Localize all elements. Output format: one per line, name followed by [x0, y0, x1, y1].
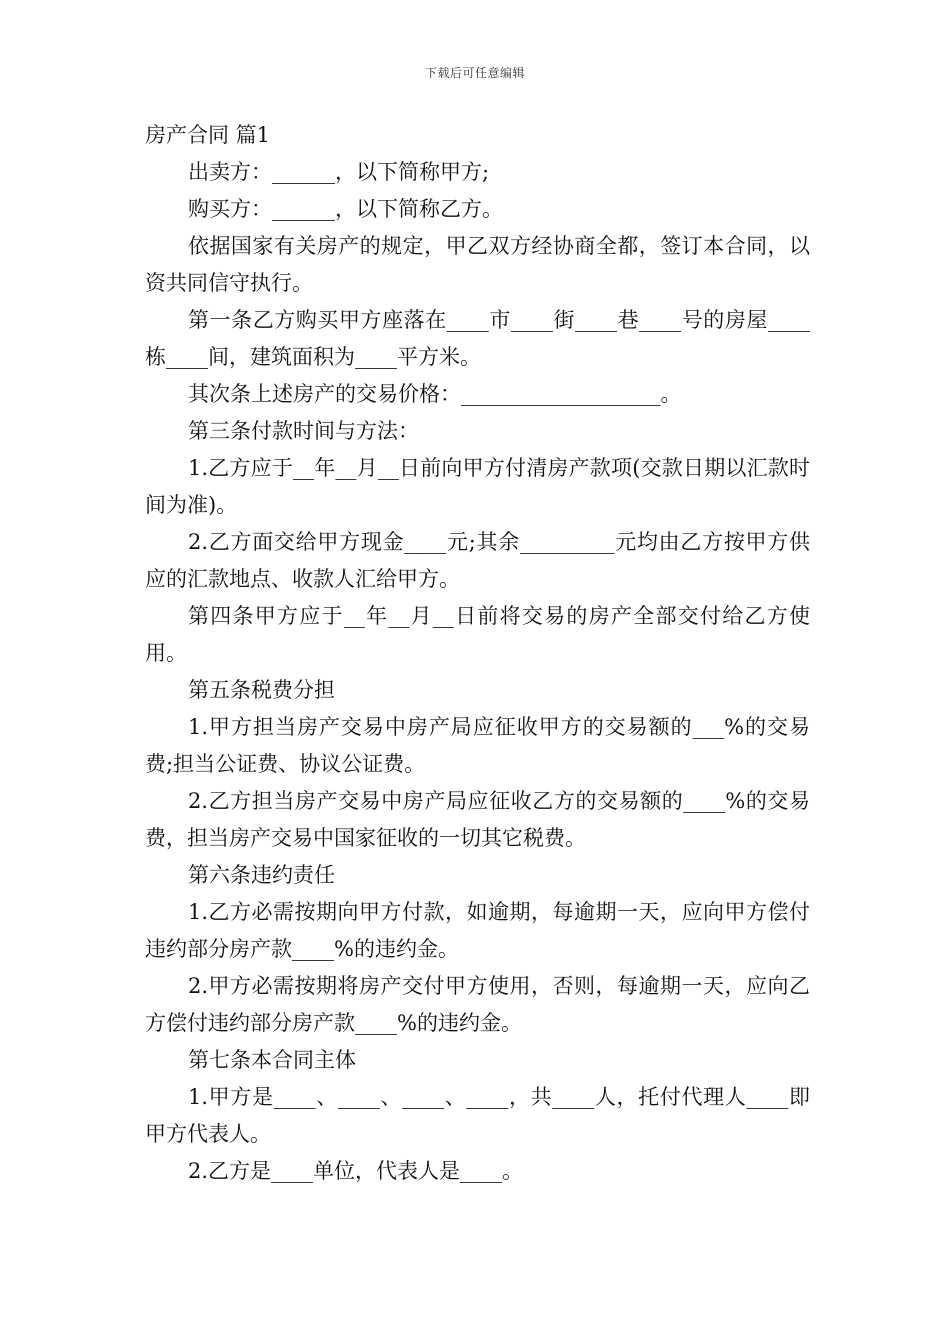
- paragraph-article-2: 其次条上述房产的交易价格：___________________。: [188, 382, 682, 406]
- paragraph-article-5-item-1: 1.甲方担当房产交易中房产局应征收甲方的交易额的___%的交易费;担当公证费、协议公证费。: [145, 715, 810, 776]
- paragraph-article-3-heading: 第三条付款时间与方法：: [188, 419, 419, 443]
- paragraph-article-7-heading: 第七条本合同主体: [188, 1048, 356, 1072]
- document-title: 房产合同 篇1: [145, 123, 271, 147]
- page-header-note: 下载后可任意编辑: [424, 66, 525, 80]
- paragraph-article-5-item-2: 2.乙方担当房产交易中房产局应征收乙方的交易额的____%的交易费，担当房产交易中国家征收的一切其它税费。: [145, 789, 810, 850]
- paragraph-article-5-heading: 第五条税费分担: [188, 678, 335, 702]
- paragraph-article-4: 第四条甲方应于__年__月__日前将交易的房产全部交付给乙方使用。: [145, 604, 810, 665]
- paragraph-article-1: 第一条乙方购买甲方座落在____市____街____巷____号的房屋____栋____间，建筑面积为____平方米。: [145, 308, 810, 369]
- paragraph-article-7-item-2: 2.乙方是____单位，代表人是____。: [188, 1159, 524, 1183]
- paragraph-article-6-heading: 第六条违约责任: [188, 863, 335, 887]
- paragraph-preamble: 依据国家有关房产的规定，甲乙双方经协商全都，签订本合同，以资共同信守执行。: [145, 234, 810, 295]
- paragraph-article-3-item-1: 1.乙方应于__年__月__日前向甲方付清房产款项(交款日期以汇款时间为准)。: [145, 456, 810, 517]
- paragraph-article-6-item-1: 1.乙方必需按期向甲方付款，如逾期，每逾期一天，应向甲方偿付违约部分房产款____%的违约金。: [145, 900, 810, 961]
- document-body: [145, 117, 810, 1190]
- paragraph-seller: 出卖方：______，以下简称甲方;: [188, 160, 490, 184]
- paragraph-article-7-item-1: 1.甲方是____、____、____、____，共____人，托付代理人____即甲方代表人。: [145, 1085, 810, 1146]
- paragraph-buyer: 购买方：______，以下简称乙方。: [188, 197, 503, 221]
- paragraph-article-6-item-2: 2.甲方必需按期将房产交付甲方使用，否则，每逾期一天，应向乙方偿付违约部分房产款____%的违约金。: [145, 974, 810, 1035]
- paragraph-article-3-item-2: 2.乙方面交给甲方现金____元;其余_________元均由乙方按甲方供应的汇款地点、收款人汇给甲方。: [145, 530, 810, 591]
